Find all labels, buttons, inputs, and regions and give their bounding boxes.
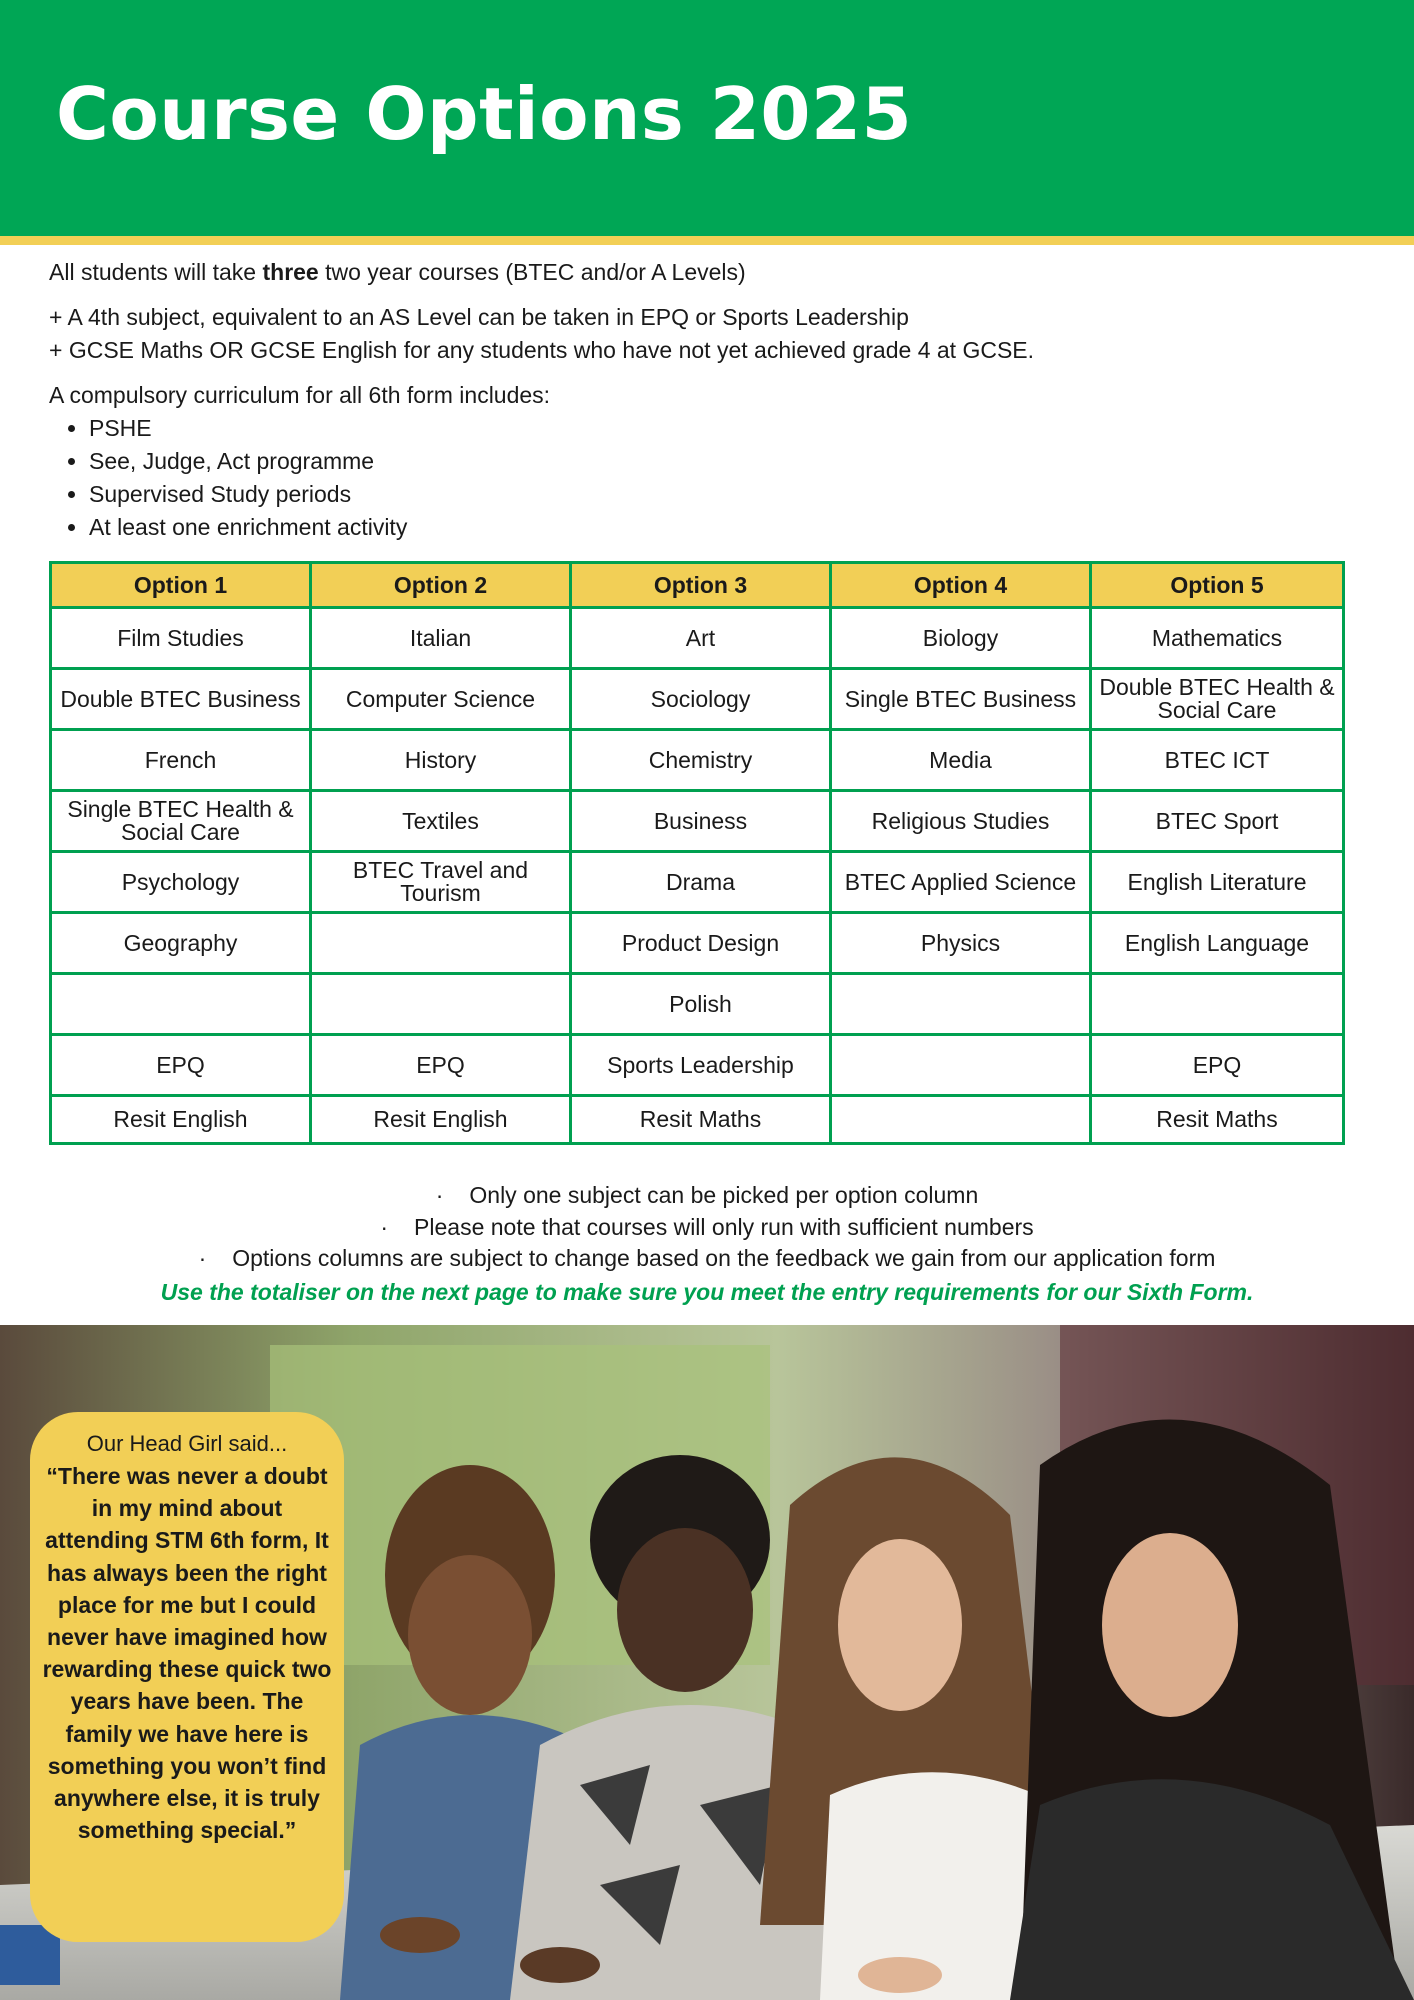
table-row	[51, 730, 1344, 791]
table-cell: Double BTEC Business	[51, 669, 311, 730]
table-cell: Resit Maths	[1091, 1096, 1344, 1144]
table-cell: Sports Leadership	[571, 1035, 831, 1096]
intro-line-gcse: + GCSE Maths OR GCSE English for any students who have not yet achieved grade 4 at GCSE.	[49, 337, 1035, 363]
option-header: Option 3	[571, 563, 831, 608]
table-cell: Italian	[311, 608, 571, 669]
note-text: Only one subject can be picked per option column	[469, 1182, 979, 1208]
intro-line-4th-subject: + A 4th subject, equivalent to an AS Level can be taken in EPQ or Sports Leadership	[49, 304, 909, 330]
totaliser-callout: Use the totaliser on the next page to make sure you meet the entry requirements for our Sixth Form.	[160, 1278, 1254, 1305]
curriculum-item: • Supervised Study periods	[89, 478, 1369, 511]
table-row	[51, 791, 1344, 852]
table-row	[51, 974, 1344, 1035]
table-cell	[311, 974, 571, 1035]
curriculum-item: • See, Judge, Act programme	[89, 445, 1369, 478]
table-cell: English Literature	[1091, 852, 1344, 913]
note-item	[0, 1180, 1414, 1212]
option-header: Option 4	[831, 563, 1091, 608]
intro-emphasis: three	[262, 259, 319, 285]
header-banner	[0, 0, 1414, 236]
table-cell: English Language	[1091, 913, 1344, 974]
quote-attribution: Our Head Girl said...	[86, 1431, 288, 1456]
table-row	[51, 1096, 1344, 1144]
note-text: Please note that courses will only run with sufficient numbers	[414, 1213, 1034, 1240]
table-cell: Product Design	[571, 913, 831, 974]
table-cell	[831, 974, 1091, 1035]
head-girl-quote-box	[30, 1412, 344, 1942]
table-cell: Single BTEC Health & Social Care	[51, 791, 311, 852]
table-cell: Business	[571, 791, 831, 852]
note-item	[0, 1243, 1414, 1275]
table-cell: Mathematics	[1091, 608, 1344, 669]
table-cell: Single BTEC Business	[831, 669, 1091, 730]
curriculum-item: • PSHE	[89, 412, 1369, 445]
table-cell: Psychology	[51, 852, 311, 913]
table-cell: Computer Science	[311, 669, 571, 730]
bullet-icon: ·	[380, 1213, 389, 1240]
option-header: Option 5	[1091, 563, 1344, 608]
note-item	[0, 1212, 1414, 1244]
table-cell	[831, 1096, 1091, 1144]
table-cell	[311, 913, 571, 974]
course-options-table	[49, 561, 1345, 1145]
table-cell: BTEC Sport	[1091, 791, 1344, 852]
curriculum-item: • At least one enrichment activity	[89, 511, 1369, 544]
table-cell	[51, 974, 311, 1035]
table-cell: Textiles	[311, 791, 571, 852]
table-row	[51, 852, 1344, 913]
bullet-icon: ·	[198, 1245, 207, 1271]
table-cell: Biology	[831, 608, 1091, 669]
table-cell: Polish	[571, 974, 831, 1035]
curriculum-heading: A compulsory curriculum for all 6th form includes:	[49, 382, 551, 408]
table-cell: Chemistry	[571, 730, 831, 791]
table-cell: Film Studies	[51, 608, 311, 669]
table-cell: EPQ	[311, 1035, 571, 1096]
table-cell	[1091, 974, 1344, 1035]
bullet-icon: ·	[435, 1182, 444, 1208]
table-cell: French	[51, 730, 311, 791]
page-title: Course Options 2025	[56, 72, 913, 156]
table-header-row	[51, 563, 1344, 608]
table-cell: EPQ	[51, 1035, 311, 1096]
header-accent-stripe	[0, 236, 1414, 245]
table-cell: Physics	[831, 913, 1091, 974]
intro-section	[49, 256, 1369, 544]
intro-line-courses	[49, 256, 1369, 289]
table-cell: Geography	[51, 913, 311, 974]
table-cell: Media	[831, 730, 1091, 791]
table-cell: Resit English	[51, 1096, 311, 1144]
option-header: Option 2	[311, 563, 571, 608]
table-cell	[831, 1035, 1091, 1096]
table-row	[51, 669, 1344, 730]
table-cell: Religious Studies	[831, 791, 1091, 852]
table-cell: Sociology	[571, 669, 831, 730]
intro-line-text: All students will take	[49, 259, 263, 285]
notes-section	[0, 1180, 1414, 1308]
table-cell: Resit Maths	[571, 1096, 831, 1144]
table-cell: Resit English	[311, 1096, 571, 1144]
table-row	[51, 1035, 1344, 1096]
table-cell: Drama	[571, 852, 831, 913]
table-row	[51, 608, 1344, 669]
table-cell: Double BTEC Health & Social Care	[1091, 669, 1344, 730]
curriculum-list	[49, 412, 1369, 544]
table-cell: BTEC Travel and Tourism	[311, 852, 571, 913]
table-cell: BTEC ICT	[1091, 730, 1344, 791]
note-text: Options columns are subject to change based on the feedback we gain from our application form	[232, 1245, 1216, 1271]
table-cell: BTEC Applied Science	[831, 852, 1091, 913]
table-cell: EPQ	[1091, 1035, 1344, 1096]
quote-text: “There was never a doubt in my mind about attending STM 6th form, It has always been the right place for me but I could never have imagined how rewarding these quick two years have been. The family we have here is something you won’t find anywhere else, it is truly something special.”	[42, 1463, 332, 1844]
table-cell: Art	[571, 608, 831, 669]
option-header: Option 1	[51, 563, 311, 608]
table-cell: History	[311, 730, 571, 791]
table-row	[51, 913, 1344, 974]
intro-line-text: two year courses (BTEC and/or A Levels)	[318, 259, 746, 285]
